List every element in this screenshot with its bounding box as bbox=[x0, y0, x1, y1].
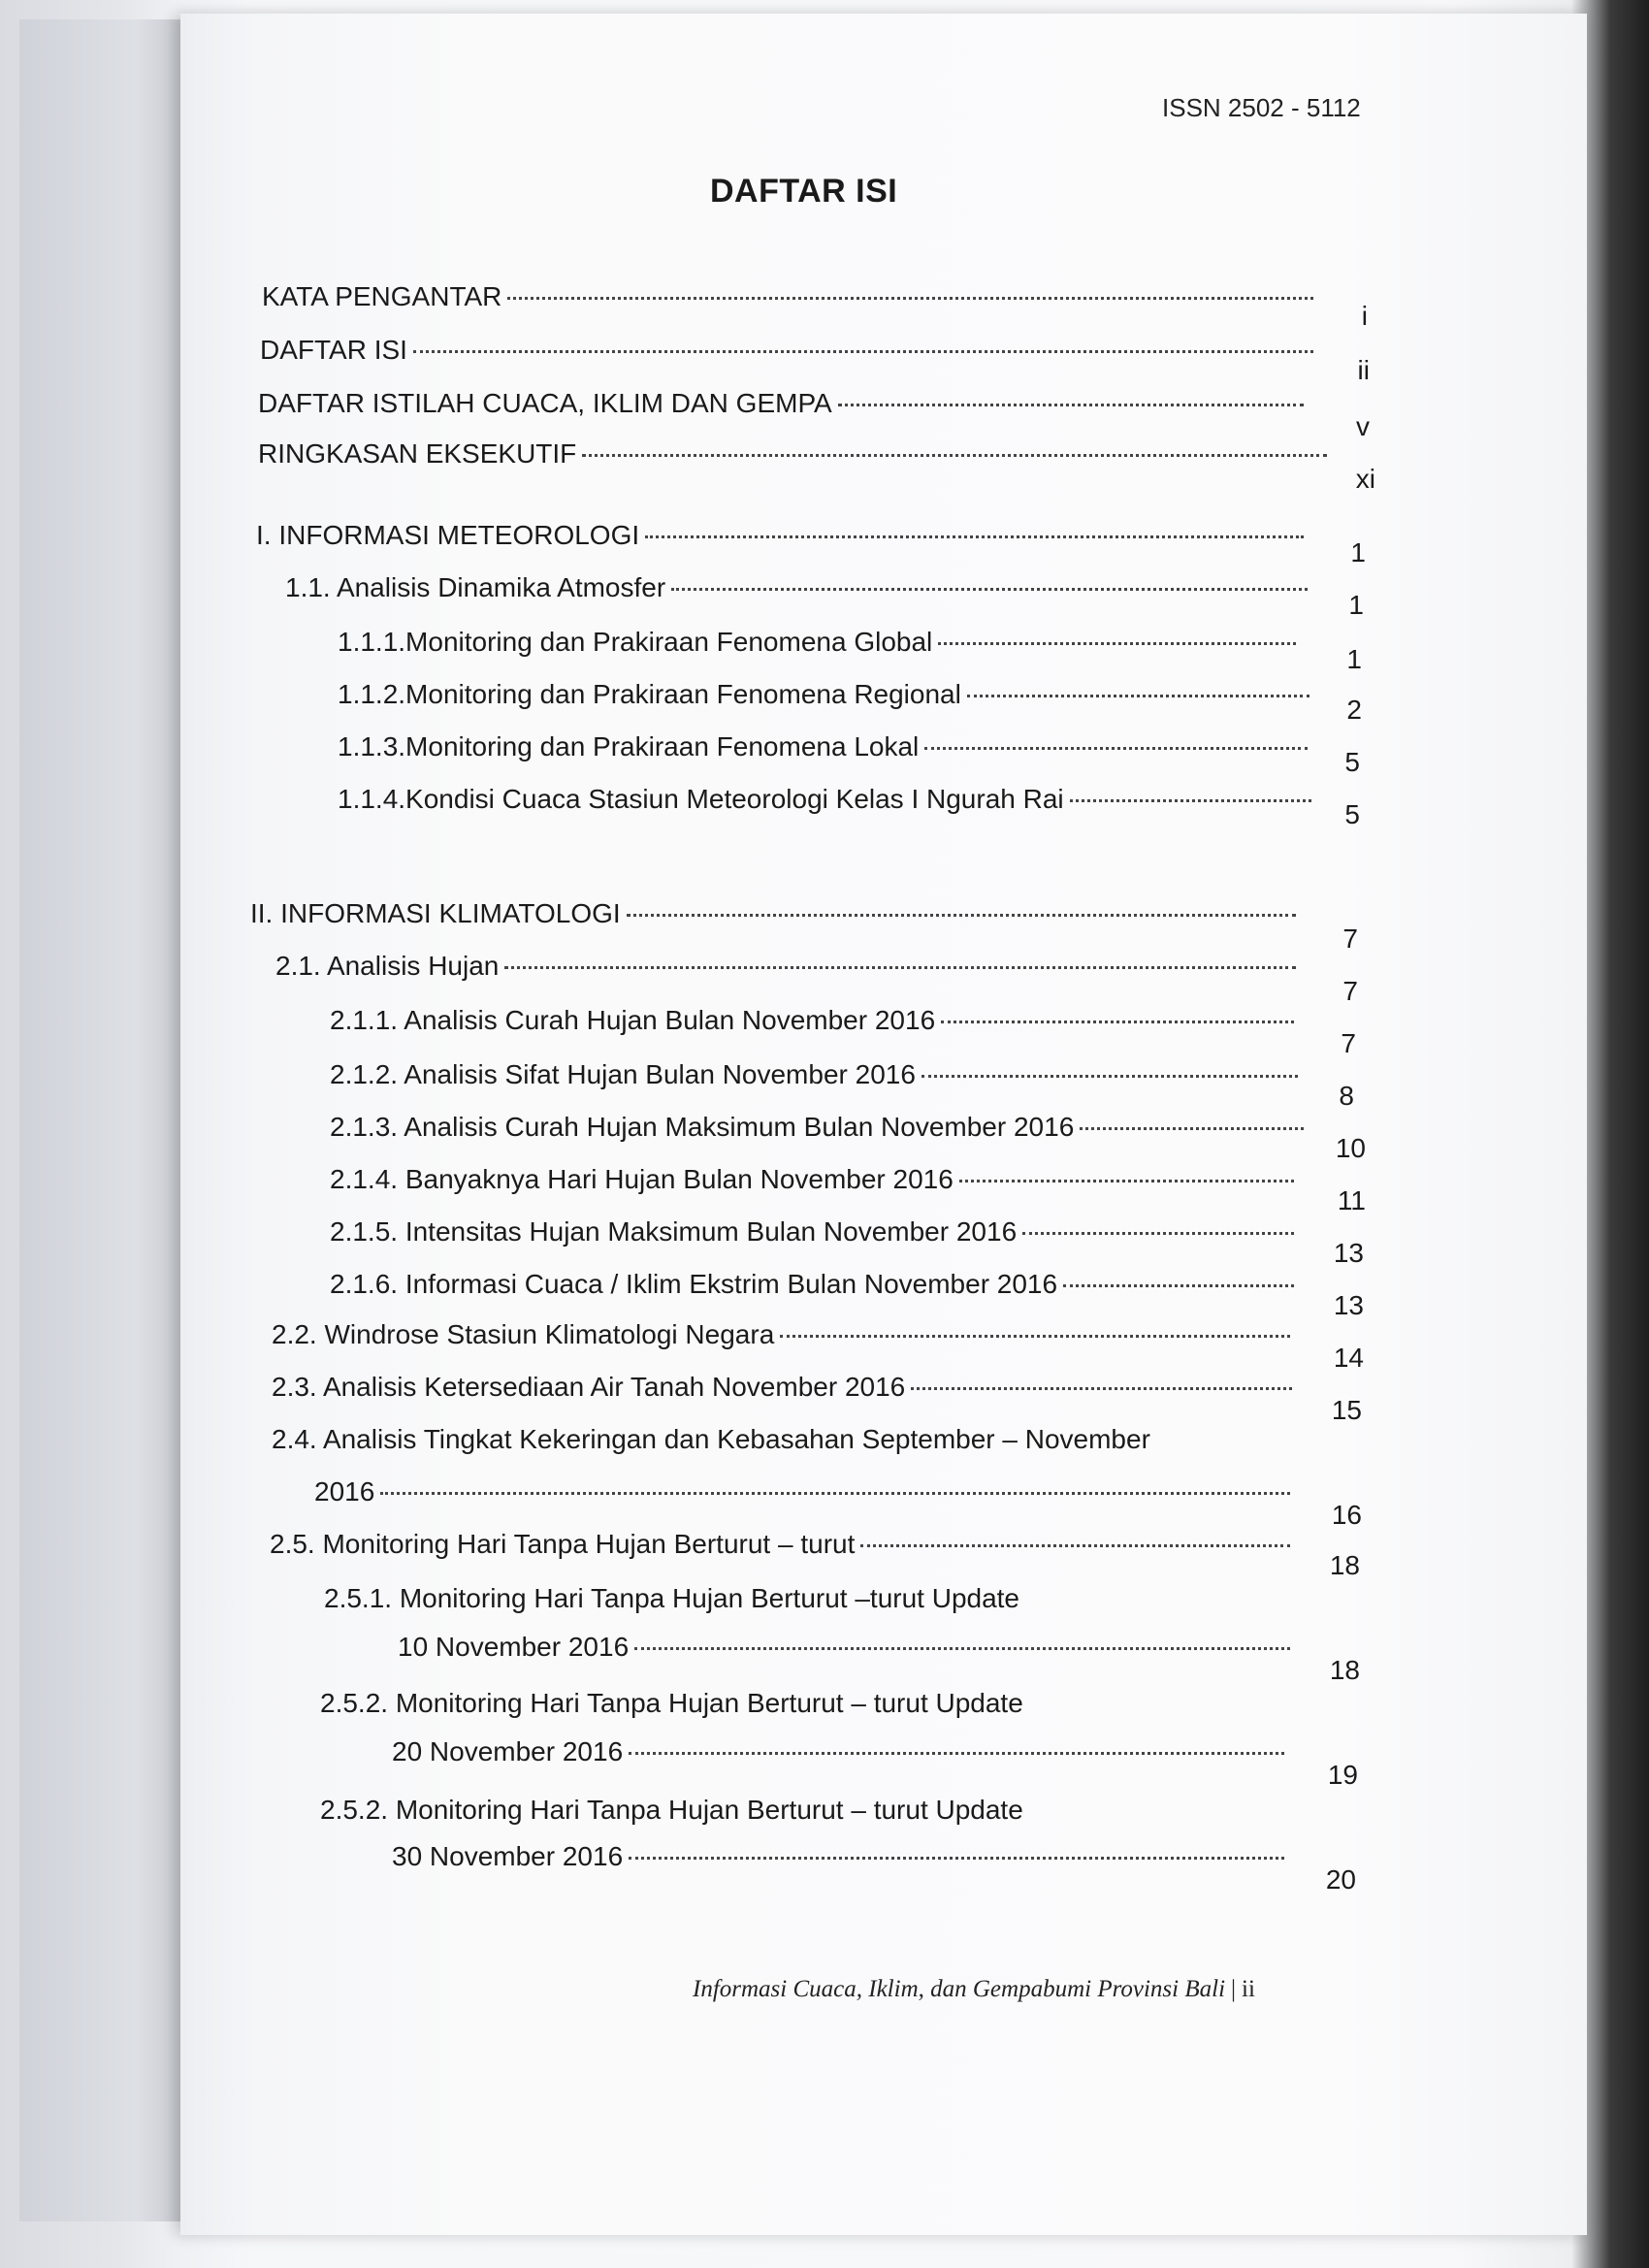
toc-page: ii bbox=[1357, 355, 1370, 385]
toc-page: 8 bbox=[1339, 1081, 1354, 1111]
leader-dots bbox=[967, 694, 1310, 697]
toc-page: xi bbox=[1355, 464, 1375, 494]
toc-label-continuation: 20 November 2016 bbox=[392, 1736, 624, 1766]
page-footer bbox=[693, 1976, 1255, 2003]
toc-label: 2.3. Analisis Ketersediaan Air Tanah November 2016 bbox=[272, 1372, 906, 1402]
toc-page: 14 bbox=[1333, 1343, 1364, 1373]
toc-entry-2-1-3 bbox=[330, 1112, 1310, 1143]
toc-entry-2-5-2 bbox=[392, 1736, 1290, 1767]
leader-dots bbox=[671, 587, 1308, 591]
facing-page-edge bbox=[19, 19, 184, 2221]
toc-label: 2.1.5. Intensitas Hujan Maksimum Bulan November 2016 bbox=[330, 1216, 1018, 1247]
leader-dots bbox=[780, 1334, 1290, 1338]
toc-label: 1.1.4.Kondisi Cuaca Stasiun Meteorologi Kelas I Ngurah Rai bbox=[338, 784, 1064, 814]
leader-dots bbox=[507, 296, 1313, 300]
toc-page: 7 bbox=[1342, 923, 1358, 954]
toc-page: 15 bbox=[1331, 1395, 1362, 1425]
toc-entry-2-1-6 bbox=[330, 1269, 1300, 1300]
toc-page: 1 bbox=[1350, 537, 1366, 567]
toc-page: 13 bbox=[1333, 1290, 1364, 1320]
toc-entry-1-1-1 bbox=[338, 627, 1302, 658]
toc-page: i bbox=[1361, 301, 1368, 331]
footer-title: Informasi Cuaca, Iklim, dan Gempabumi Provinsi Bali bbox=[693, 1976, 1226, 2002]
toc-label-continuation: 30 November 2016 bbox=[392, 1841, 624, 1871]
toc-label: 2.1.3. Analisis Curah Hujan Maksimum Bulan November 2016 bbox=[330, 1112, 1075, 1142]
leader-dots bbox=[1063, 1283, 1294, 1287]
toc-label: 2.2. Windrose Stasiun Klimatologi Negara bbox=[272, 1319, 775, 1349]
toc-label-continuation: 2016 bbox=[314, 1476, 375, 1507]
toc-label: 2.4. Analisis Tingkat Kekeringan dan Kebasahan September – November bbox=[272, 1424, 1150, 1454]
toc-entry-1-1-4 bbox=[338, 784, 1317, 815]
leader-dots bbox=[504, 965, 1296, 969]
footer-separator: | bbox=[1231, 1976, 1237, 2002]
leader-dots bbox=[645, 535, 1304, 538]
issn-header: ISSN 2502 - 5112 bbox=[1162, 93, 1361, 122]
toc-label: 1.1.3.Monitoring dan Prakiraan Fenomena Lokal bbox=[338, 731, 920, 761]
toc-entry-2-1 bbox=[275, 951, 1302, 982]
toc-label: 2.1.6. Informasi Cuaca / Iklim Ekstrim Bulan November 2016 bbox=[330, 1269, 1058, 1299]
toc-entry-1-1-3 bbox=[338, 731, 1313, 762]
leader-dots bbox=[413, 349, 1313, 353]
toc-label: 2.1. Analisis Hujan bbox=[275, 951, 500, 981]
leader-dots bbox=[941, 1020, 1294, 1023]
leader-dots bbox=[1070, 798, 1311, 802]
toc-entry-ringkasan bbox=[258, 438, 1333, 470]
toc-page: 20 bbox=[1325, 1864, 1356, 1895]
toc-entry-2-1-1 bbox=[330, 1005, 1300, 1036]
toc-entry-informasi-klimatologi bbox=[250, 898, 1302, 929]
toc-page: 16 bbox=[1331, 1500, 1362, 1530]
toc-entry-2-1-2 bbox=[330, 1059, 1304, 1090]
leader-dots bbox=[911, 1386, 1292, 1390]
toc-label: II. INFORMASI KLIMATOLOGI bbox=[250, 898, 621, 928]
toc-label: DAFTAR ISTILAH CUACA, IKLIM DAN GEMPA bbox=[258, 388, 832, 418]
toc-label: 2.5.2. Monitoring Hari Tanpa Hujan Berturut – turut Update bbox=[320, 1795, 1023, 1825]
toc-entry-2-5 bbox=[270, 1529, 1296, 1560]
toc-page: 2 bbox=[1346, 695, 1362, 725]
toc-label: 2.1.1. Analisis Curah Hujan Bulan November 2016 bbox=[330, 1005, 936, 1035]
leader-dots bbox=[380, 1491, 1290, 1495]
toc-entry-1-1 bbox=[285, 572, 1313, 603]
toc-page: 13 bbox=[1333, 1238, 1364, 1268]
leader-dots bbox=[1080, 1126, 1304, 1130]
toc-label: I. INFORMASI METEOROLOGI bbox=[256, 520, 640, 550]
toc-label: 1.1.1.Monitoring dan Prakiraan Fenomena Global bbox=[338, 627, 933, 657]
toc-entry-2-4 bbox=[314, 1476, 1296, 1507]
toc-page: 5 bbox=[1344, 799, 1360, 829]
toc-entry-kata-pengantar bbox=[262, 281, 1319, 312]
toc-label: 1.1. Analisis Dinamika Atmosfer bbox=[285, 572, 666, 602]
toc-label: DAFTAR ISI bbox=[260, 335, 407, 365]
toc-label: KATA PENGANTAR bbox=[262, 281, 502, 311]
toc-label: RINGKASAN EKSEKUTIF bbox=[258, 438, 577, 469]
toc-entry-daftar-istilah bbox=[258, 388, 1310, 419]
toc-entry-2-1-5 bbox=[330, 1216, 1300, 1247]
toc-page: 11 bbox=[1337, 1185, 1366, 1215]
leader-dots bbox=[634, 1646, 1290, 1650]
toc-label: 2.5. Monitoring Hari Tanpa Hujan Berturut – turut bbox=[270, 1529, 856, 1559]
leader-dots bbox=[860, 1543, 1290, 1547]
toc-label: 2.5.1. Monitoring Hari Tanpa Hujan Berturut –turut Update bbox=[324, 1583, 1020, 1613]
leader-dots bbox=[629, 1751, 1284, 1755]
leader-dots bbox=[627, 913, 1296, 917]
toc-page: 5 bbox=[1344, 747, 1360, 777]
toc-page: 7 bbox=[1342, 976, 1358, 1006]
leader-dots bbox=[938, 641, 1296, 645]
toc-page: 18 bbox=[1329, 1655, 1360, 1685]
leader-dots bbox=[838, 403, 1304, 406]
toc-entry-daftar-isi bbox=[260, 335, 1319, 366]
toc-entry-2-2 bbox=[272, 1319, 1296, 1350]
toc-page: 1 bbox=[1346, 644, 1362, 674]
leader-dots bbox=[959, 1179, 1294, 1183]
footer-page-number: ii bbox=[1242, 1976, 1255, 2002]
toc-page: 19 bbox=[1327, 1760, 1358, 1790]
toc-page: 1 bbox=[1348, 590, 1364, 620]
toc-entry-1-1-2 bbox=[338, 679, 1315, 710]
toc-entry-2-1-4 bbox=[330, 1164, 1300, 1195]
page-title: DAFTAR ISI bbox=[710, 173, 898, 210]
toc-entry-2-3 bbox=[272, 1372, 1298, 1403]
toc-page: v bbox=[1356, 411, 1370, 441]
toc-entry-2-5-1 bbox=[398, 1632, 1296, 1663]
toc-entry-2-5-2-b bbox=[392, 1841, 1290, 1872]
toc-label: 2.5.2. Monitoring Hari Tanpa Hujan Berturut – turut Update bbox=[320, 1688, 1023, 1718]
toc-page: 10 bbox=[1335, 1133, 1366, 1163]
toc-label: 1.1.2.Monitoring dan Prakiraan Fenomena Regional bbox=[338, 679, 961, 709]
leader-dots bbox=[922, 1074, 1298, 1078]
toc-label-continuation: 10 November 2016 bbox=[398, 1632, 630, 1662]
toc-entry-informasi-meteorologi bbox=[256, 520, 1310, 551]
leader-dots bbox=[629, 1856, 1284, 1860]
toc-label: 2.1.2. Analisis Sifat Hujan Bulan November 2016 bbox=[330, 1059, 916, 1089]
toc-page: 7 bbox=[1341, 1028, 1356, 1058]
leader-dots bbox=[582, 453, 1327, 457]
toc-page: 18 bbox=[1329, 1550, 1360, 1580]
toc-label: 2.1.4. Banyaknya Hari Hujan Bulan November 2016 bbox=[330, 1164, 954, 1194]
leader-dots bbox=[924, 746, 1308, 750]
leader-dots bbox=[1022, 1231, 1294, 1235]
